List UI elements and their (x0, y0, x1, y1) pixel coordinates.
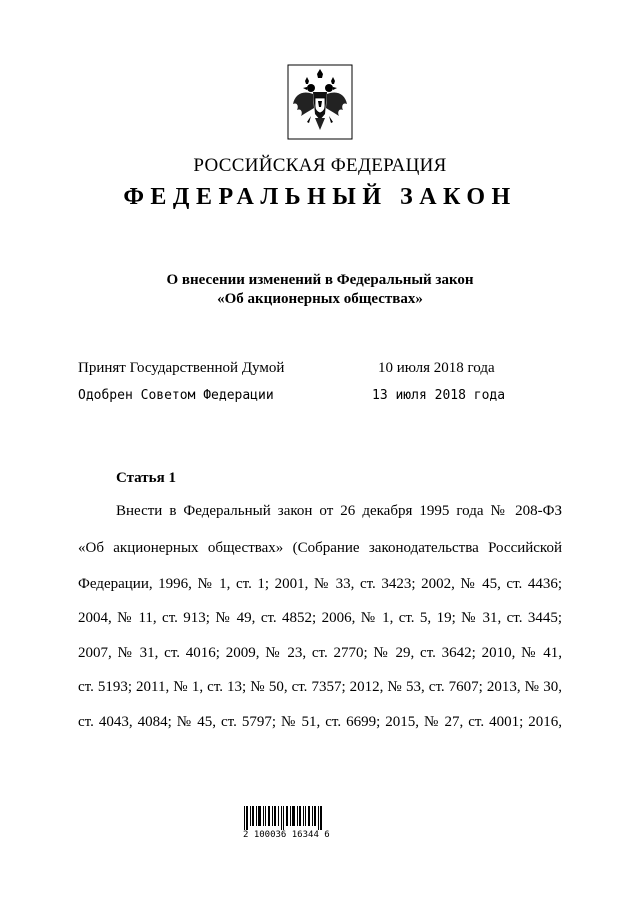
article-text-line: 2004, № 11, ст. 913; № 49, ст. 4852; 2006, № 1, ст. 5, 19; № 31, ст. 3445; (78, 610, 562, 626)
law-title-line: О внесении изменений в Федеральный закон (166, 272, 474, 288)
country-name: РОССИЙСКАЯ ФЕДЕРАЦИЯ (193, 155, 447, 176)
article-text-line: 2007, № 31, ст. 4016; 2009, № 23, ст. 2770; № 29, ст. 3642; 2010, № 41, (78, 645, 562, 661)
law-title (0, 271, 640, 309)
adoption-date: 13 июля 2018 года (372, 388, 506, 403)
adoption-row-duma (78, 360, 495, 377)
russian-coat-of-arms-icon (287, 64, 353, 140)
document-type: ФЕДЕРАЛЬНЫЙ ЗАКОН (123, 184, 517, 210)
article-text-line: Внести в Федеральный закон от 26 декабря 1995 года № 208-ФЗ (116, 503, 562, 519)
article-text-line: «Об акционерных обществах» (Собрание законодательства Российской (78, 540, 562, 556)
adoption-label: Принят Государственной Думой (78, 360, 285, 376)
adoption-date: 10 июля 2018 года (378, 360, 495, 376)
barcode-icon (243, 806, 330, 846)
adoption-label: Одобрен Советом Федерации (78, 388, 274, 403)
article-text-line: Федерации, 1996, № 1, ст. 1; 2001, № 33, ст. 3423; 2002, № 45, ст. 4436; (78, 576, 562, 592)
adoption-row-council (78, 388, 506, 403)
article-heading: Статья 1 (116, 470, 176, 486)
law-title-line: «Об акционерных обществах» (217, 291, 423, 307)
article-text-line: ст. 5193; 2011, № 1, ст. 13; № 50, ст. 7357; 2012, № 53, ст. 7607; 2013, № 30, (78, 679, 562, 695)
barcode-number: 2 100036 16344 6 (243, 830, 330, 840)
article-text-line: ст. 4043, 4084; № 45, ст. 5797; № 51, ст. 6699; 2015, № 27, ст. 4001; 2016, (78, 714, 562, 730)
